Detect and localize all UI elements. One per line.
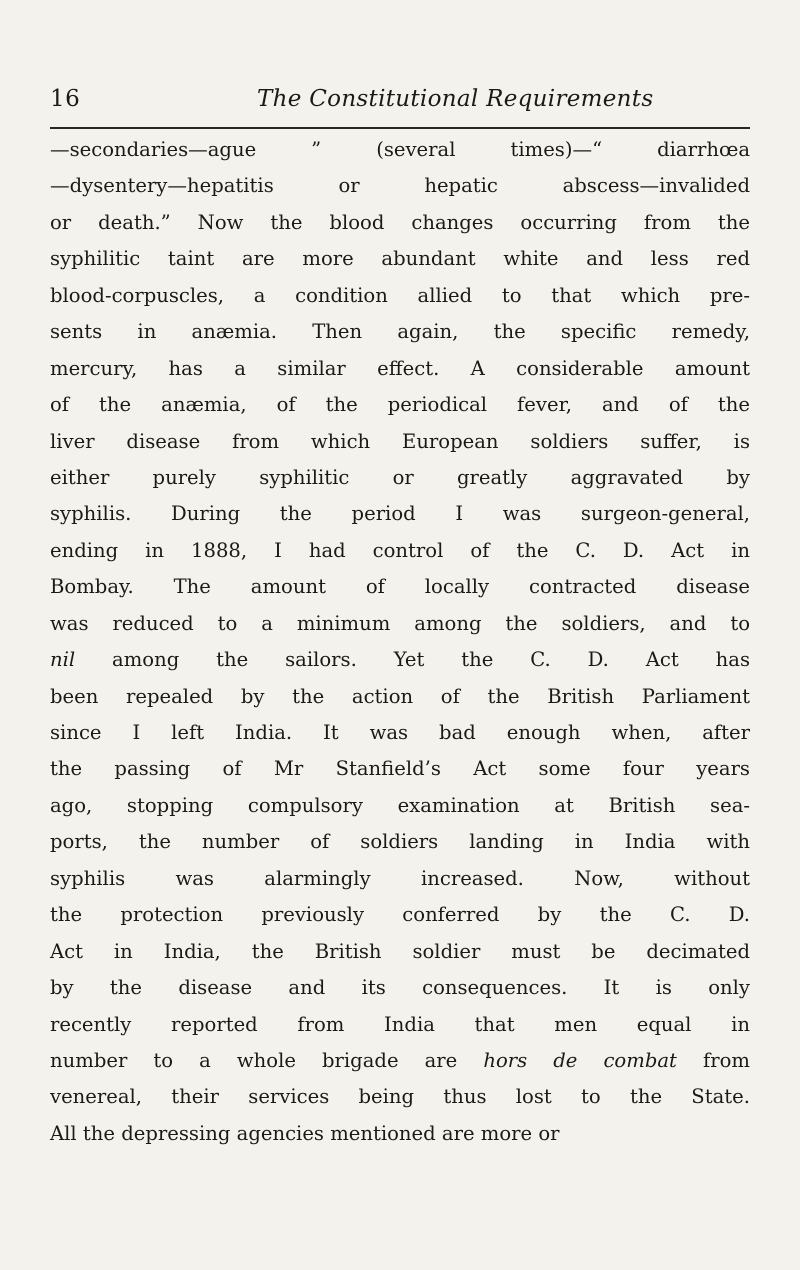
text-line: mercury, has a similar effect. A considerable amount [50,356,750,380]
text-segment: from [676,1048,750,1072]
text-segment: number to a whole brigade are [50,1048,484,1072]
text-line: was reduced to a minimum among the soldiers, and to [50,611,750,635]
text-line: sents in anæmia. Then again, the specific remedy, [50,320,750,344]
text-line: —dysentery—hepatitis or hepatic abscess—invalided [50,174,750,198]
text-line: or death.” Now the blood changes occurring from the [50,210,750,234]
text-line: ending in 1888, I had control of the C. D. Act in [50,538,750,562]
text-line: syphilitic taint are more abundant white and less red [50,247,750,271]
header-rule [50,127,750,129]
page-header [50,86,750,126]
text-segment: among the sailors. Yet the C. D. Act has [75,648,750,672]
text-line: recently reported from India that men equal in [50,1012,750,1036]
text-line: All the depressing agencies mentioned are more or [50,1121,560,1145]
text-line: of the anæmia, of the periodical fever, and of the [50,393,750,417]
text-line: syphilis was alarmingly increased. Now, without [50,866,750,890]
text-line: been repealed by the action of the British Parliament [50,684,750,708]
text-line: Bombay. The amount of locally contracted disease [50,575,750,599]
running-title: The Constitutional Requirements [257,86,654,112]
text-line: the passing of Mr Stanfield’s Act some four years [50,757,750,781]
text-line: —secondaries—ague ” (several times)—“ diarrhœa [50,138,750,161]
italic-word: nil [50,648,76,672]
text-line [50,642,750,678]
text-line: syphilis. During the period I was surgeon-general, [50,502,750,526]
text-line: the protection previously conferred by the C. D. [50,903,750,927]
text-line: blood-corpuscles, a condition allied to that which pre- [50,283,750,307]
body-text [50,132,750,1152]
text-line: since I left India. It was bad enough when, after [50,721,750,744]
text-line [50,1043,750,1079]
text-line: venereal, their services being thus lost to the State. [50,1085,750,1109]
text-line: liver disease from which European soldiers suffer, is [50,429,750,453]
italic-phrase: hors de combat [483,1048,677,1072]
text-line: either purely syphilitic or greatly aggravated by [50,465,750,489]
page-number: 16 [50,86,81,112]
text-line: ago, stopping compulsory examination at British sea- [50,793,750,817]
text-line: by the disease and its consequences. It is only [50,976,750,1000]
text-line: Act in India, the British soldier must be decimated [50,939,750,963]
text-line: ports, the number of soldiers landing in India with [50,830,750,854]
